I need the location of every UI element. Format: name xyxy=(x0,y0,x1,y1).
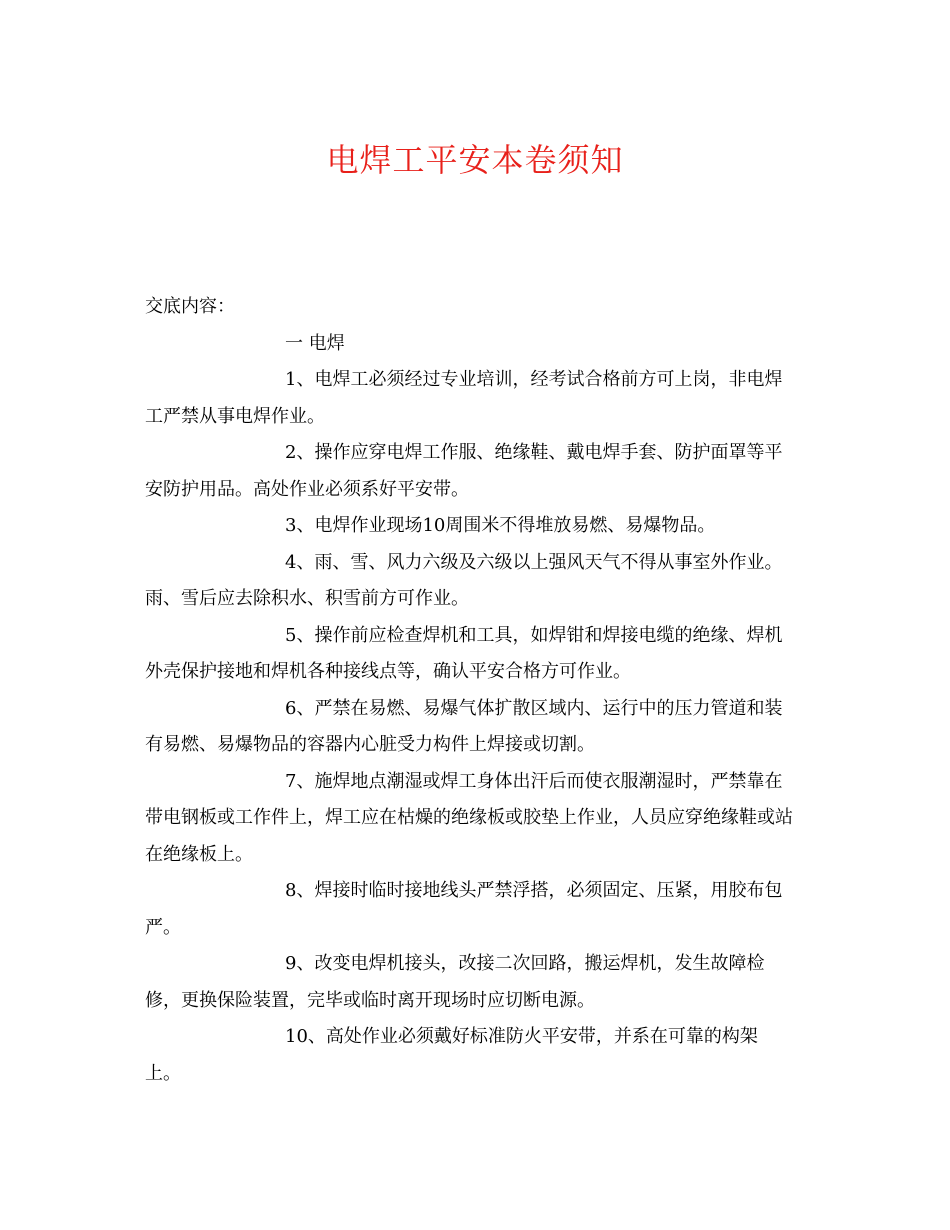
rule-item-3: 3、电焊作业现场10周围米不得堆放易燃、易爆物品。 xyxy=(285,515,716,536)
rule-item-10: 10、高处作业必须戴好标准防火平安带，并系在可靠的构架上。 xyxy=(145,1026,758,1084)
rule-item-9: 9、改变电焊机接头，改接二次回路，搬运焊机，发生故障检修，更换保险装置，完毕或临时离开现场时应切断电源。 xyxy=(145,953,765,1011)
rule-item-7: 7、施焊地点潮湿或焊工身体出汗后而使衣服潮湿时，严禁靠在带电钢板或工作件上，焊工应在枯燥的绝缘板或胶垫上作业，人员应穿绝缘鞋或站在绝缘板上。 xyxy=(145,770,793,865)
intro-label: 交底内容： xyxy=(145,296,235,317)
rule-item-4: 4、雨、雪、风力六级及六级以上强风天气不得从事室外作业。雨、雪后应去除积水、积雪前方可作业。 xyxy=(145,551,783,609)
rule-item-6: 6、严禁在易燃、易爆气体扩散区域内、运行中的压力管道和装有易燃、易爆物品的容器内心脏受力构件上焊接或切割。 xyxy=(145,697,783,755)
rule-item-5: 5、操作前应检查焊机和工具，如焊钳和焊接电缆的绝缘、焊机外壳保护接地和焊机各种接线点等，确认平安合格方可作业。 xyxy=(145,624,783,682)
rule-item-2: 2、操作应穿电焊工作服、绝缘鞋、戴电焊手套、防护面罩等平安防护用品。高处作业必须系好平安带。 xyxy=(145,442,783,500)
rule-item-8: 8、焊接时临时接地线头严禁浮搭，必须固定、压紧，用胶布包严。 xyxy=(145,880,783,938)
section-heading: 一 电焊 xyxy=(285,332,345,354)
document-body xyxy=(145,289,805,1092)
rule-item-1: 1、电焊工必须经过专业培训，经考试合格前方可上岗，非电焊工严禁从事电焊作业。 xyxy=(145,369,783,427)
document-title: 电焊工平安本卷须知 xyxy=(326,141,624,179)
